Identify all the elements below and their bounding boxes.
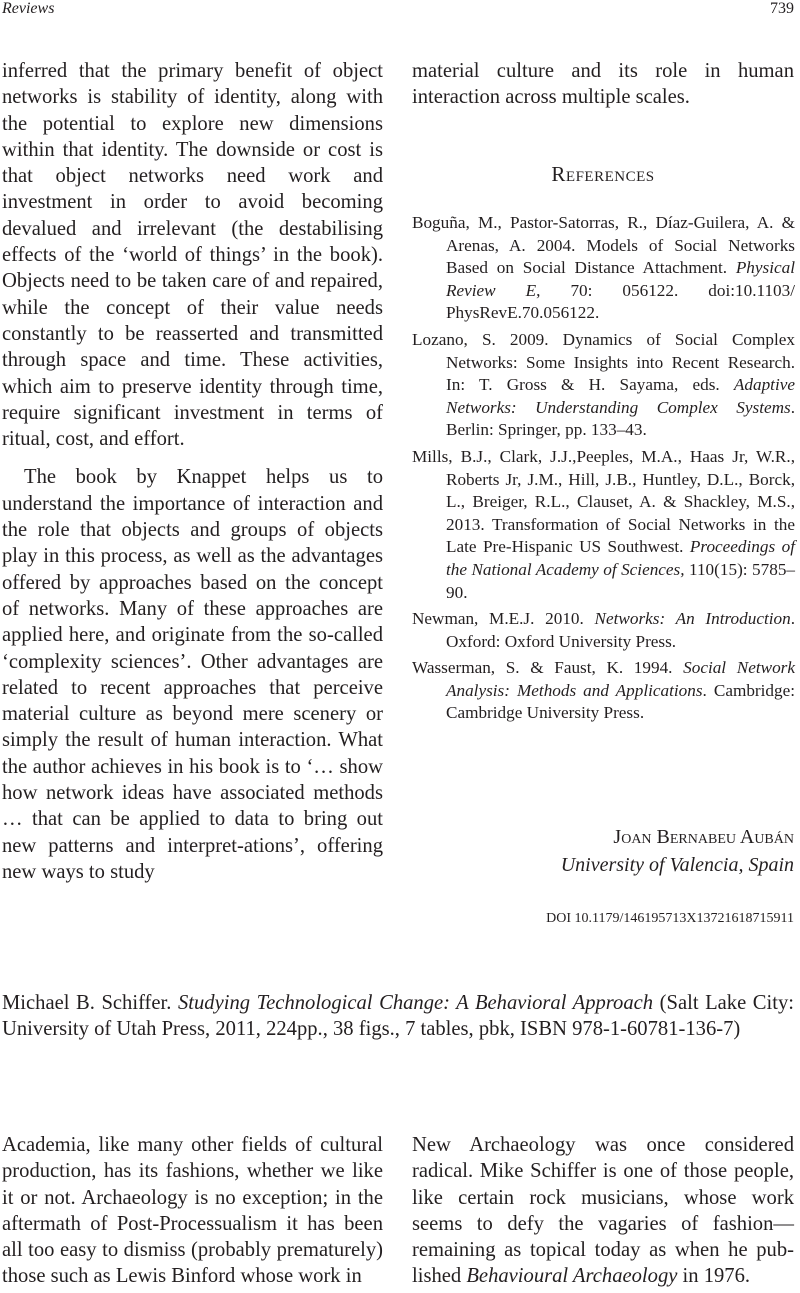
right-column-top — [412, 58, 794, 111]
reference-item: Mills, B.J., Clark, J.J.,Peeples, M.A., Haas Jr, W.R., Roberts Jr, J.M., Hill, J.B., Huntley, D.L., Borck, L., Breiger, R.L., Clauset, A. & Shackley, M.S., 2013. Transformation of Social Networks in the Late Pre-Hispanic US Southwest. Proceedings of the National Academy of Sciences, 110(15): 5785–90. — [412, 446, 796, 602]
body-paragraph: material culture and its role in human interaction across multiple scales. — [412, 60, 794, 109]
body-paragraph: New Archaeology was once considered radical. Mike Schiffer is one of those people, like certain rock musicians, whose work seems to defy the vagaries of fashion— remaining as topical today as when he pub-lished Behavioural Archaeology in 1976. — [412, 1134, 794, 1288]
book-citation: Michael B. Schiffer. Studying Technological Change: A Behavioral Approach (Salt Lake City: University of Utah Press, 2011, 224pp., 38 figs., 7 tables, pbk, ISBN 978-1-60781-136-7) — [2, 992, 794, 1041]
page-number: 739 — [770, 0, 794, 17]
references-list — [412, 212, 795, 729]
reviewer-affiliation: University of Valencia, Spain — [560, 854, 794, 876]
references-heading: References — [551, 162, 655, 186]
reference-item: Lozano, S. 2009. Dynamics of Social Complex Networks: Some Insights into Recent Research. In: T. Gross & H. Sayama, eds. Adaptive Networks: Understanding Complex Systems. Berlin: Springer, pp. 133–43. — [412, 329, 795, 440]
reviewer-signature — [561, 823, 794, 879]
reference-item: Newman, M.E.J. 2010. Networks: An Introduction. Oxford: Oxford University Press. — [412, 609, 795, 651]
body-paragraph: Academia, like many other fields of cultural production, has its fashions, whether we like it or not. Archaeology is no exception; in the aftermath of Post-Processualism it has been all too easy to dismiss (probably prematurely) those such as Lewis Binford whose work in — [2, 1134, 383, 1288]
body-paragraph: The book by Knappet helps us to understand the importance of interaction and the role that objects and groups of objects play in this process, as well as the advantages offered by approaches based on the concept of networks. Many of these approaches are applied here, and originate from the so-called ‘complexity sciences’. Other advantages are related to recent approaches that perceive material culture as beyond mere scenery or simply the result of human interaction. What the author achieves in his book is to ‘… show how network ideas have associated methods … that can be applied to data to bring out new patterns and interpret-ations’, offering new ways to study — [2, 466, 383, 883]
left-column-bottom — [2, 1132, 383, 1290]
doi: DOI 10.1179/146195713X13721618715911 — [546, 911, 794, 926]
reference-item: Wasserman, S. & Faust, K. 1994. Social Network Analysis: Methods and Applications. Cambridge: Cambridge University Press. — [412, 658, 795, 723]
body-paragraph: inferred that the primary benefit of object networks is stability of identity, along with the potential to explore new dimensions within that identity. The downside or cost is that object networks need work and investment in order to avoid becoming devalued and irrelevant (the destabilising effects of the ‘world of things’ in the book). Objects need to be taken care of and repaired, while the concept of their value needs constantly to be reasserted and transmitted through space and time. These activities, which aim to preserve identity through time, require significant investment in terms of ritual, cost, and effort. — [2, 60, 383, 451]
running-head: Reviews — [2, 0, 55, 17]
left-column-top — [2, 58, 383, 885]
right-column-bottom — [412, 1132, 794, 1290]
book-title: Studying Technological Change: A Behavioral Approach — [177, 992, 654, 1014]
reference-item: Boguña, M., Pastor-Satorras, R., Díaz-Guilera, A. & Arenas, A. 2004. Models of Social Networks Based on Social Distance Attachment. Physical Review E, 70: 056122. doi:10.1103/ PhysRevE.70.056122. — [412, 213, 796, 323]
reviewer-name: Joan Bernabeu Aubán — [613, 826, 794, 848]
